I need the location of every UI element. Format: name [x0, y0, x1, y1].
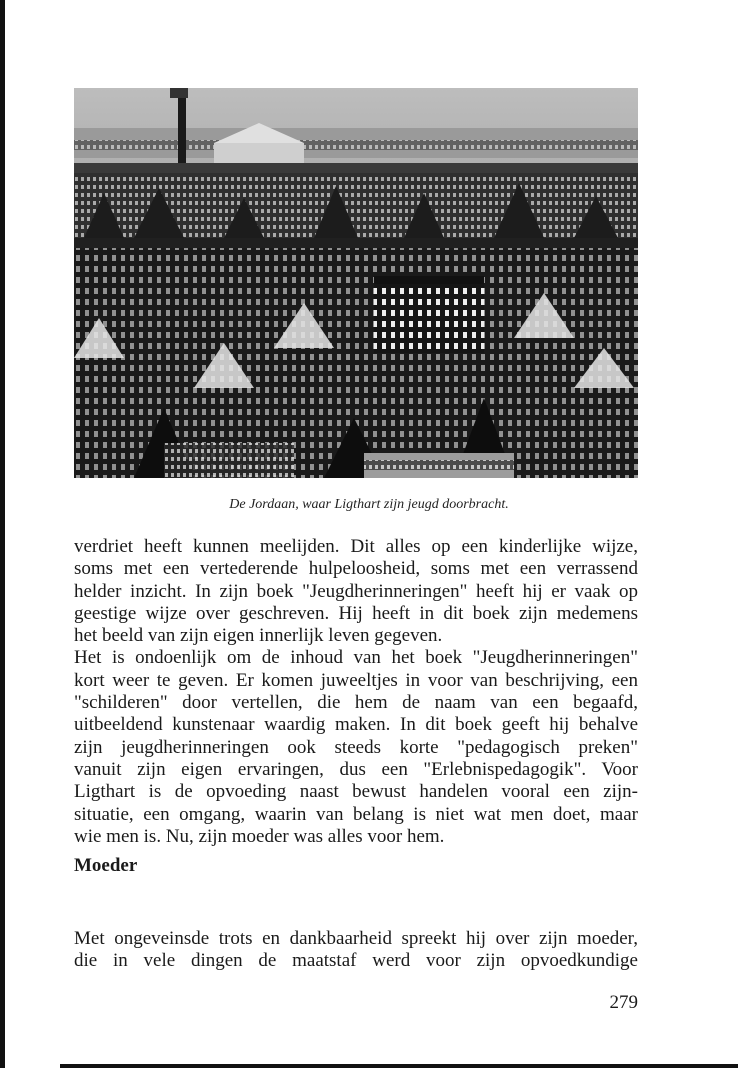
text-line: uitbeeldend kunstenaar waardig maken. In dit boek geeft hij behalve: [74, 714, 638, 736]
text-line: kort weer te geven. Er komen juweeltjes in voor van beschrijving, een: [74, 669, 638, 691]
text-line: situatie, een omgang, waarin van belang is niet wat men doet, maar: [74, 803, 638, 825]
text-line: geestige wijze over geschreven. Hij heeft in dit boek zijn medemens: [74, 602, 638, 624]
section-heading: Moeder: [74, 855, 138, 876]
text-line: "schilderen" door vertellen, die hem de naam van een begaafd,: [74, 692, 638, 714]
text-line: het beeld van zijn eigen innerlijk leven gegeven.: [74, 625, 443, 647]
text-line: die in vele dingen de maatstaf werd voor zijn opvoedkundige: [74, 950, 638, 972]
text-line: vanuit zijn eigen ervaringen, dus een "Erlebnispedagogik". Voor: [74, 758, 638, 780]
body-paragraph-2: [74, 928, 638, 973]
text-line: soms met een vertederende hulpeloosheid, soms met een verrassend: [74, 558, 638, 580]
jordaan-photo: [74, 88, 638, 478]
jordaan-rooftops-illustration: [74, 88, 638, 478]
text-line: helder inzicht. In zijn boek "Jeugdherinneringen" heeft hij er vaak op: [74, 580, 638, 602]
text-line: Met ongeveinsde trots en dankbaarheid spreekt hij over zijn moeder,: [74, 928, 638, 949]
text-line: Het is ondoenlijk om de inhoud van het boek "Jeugdherinneringen": [74, 647, 638, 669]
page-number: 279: [609, 992, 638, 1013]
photo-caption: De Jordaan, waar Ligthart zijn jeugd doorbracht.: [229, 497, 509, 512]
page-edge-bottom: [60, 1064, 738, 1068]
text-line: verdriet heeft kunnen meelijden. Dit alles op een kinderlijke wijze,: [74, 536, 638, 557]
text-line: zijn jeugdherinneringen ook steeds korte "pedagogisch preken": [74, 736, 638, 758]
text-line: wie men is. Nu, zijn moeder was alles voor hem.: [74, 825, 445, 847]
text-line: Ligthart is de opvoeding naast bewust handelen vooral een zijn-: [74, 781, 638, 803]
body-paragraph-1: [74, 536, 638, 848]
page-edge-left: [0, 0, 5, 1068]
